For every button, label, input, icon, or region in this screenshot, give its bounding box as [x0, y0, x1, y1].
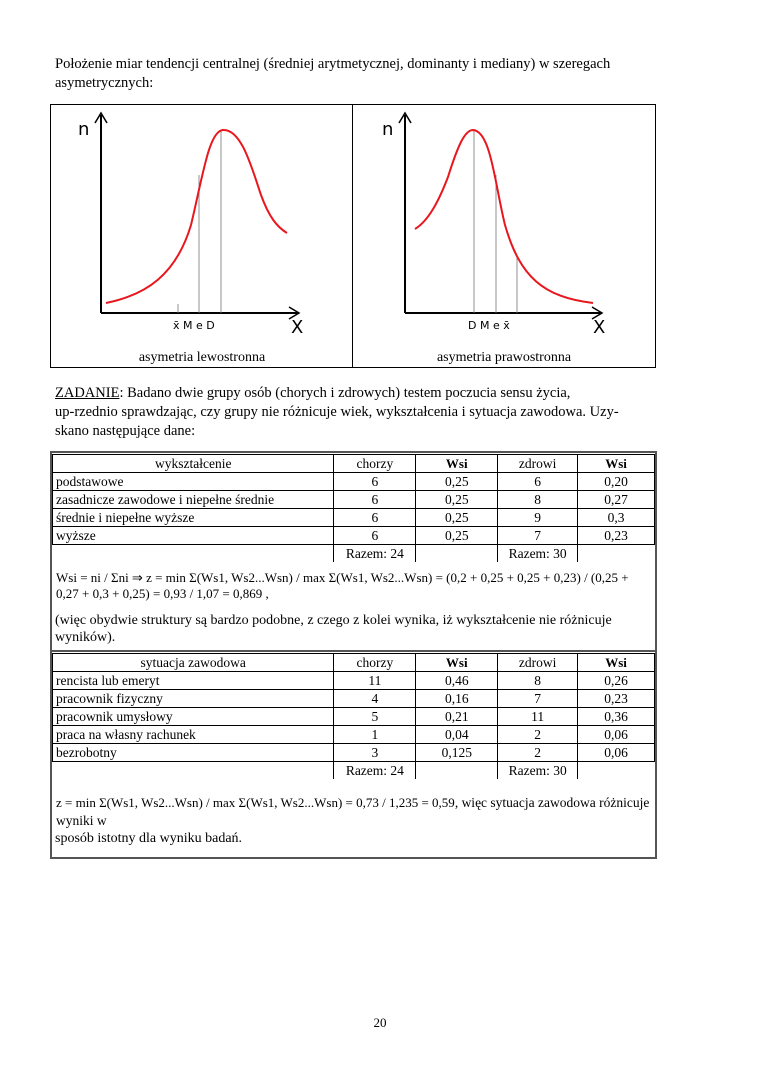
- sum-sick: Razem: 24: [334, 762, 416, 780]
- task-line2: up-rzednio sprawdzając, czy grupy nie różnicuje wiek, wykształcenia i sytuacja zawodowa. Uzy-: [55, 404, 619, 420]
- formula-1: Wsi = ni / Σni ⇒ z = min Σ(Ws1, Ws2...Wsn) / max Σ(Ws1, Ws2...Wsn) = (0,2 + 0,25 + 0,25 + 0,23) / (0,25 + 0,27 + 0,3 + 0,25) = 0,93 / 1,07 = 0,869 ,: [56, 570, 629, 601]
- task-text: [55, 384, 655, 441]
- education-table: [52, 454, 655, 562]
- table-row: [53, 473, 655, 491]
- table-cell: 11: [498, 708, 578, 726]
- table-row: [53, 509, 655, 527]
- intro-text: Położenie miar tendencji centralnej (średniej arytmetycznej, dominanty i mediany) w szeregach asymetrycznych:: [55, 56, 611, 91]
- sum-healthy: Razem: 30: [498, 545, 578, 563]
- table-row: [53, 527, 655, 545]
- task-label: ZADANIE: [55, 385, 120, 401]
- table-cell: [416, 545, 498, 563]
- table-cell: 0,06: [578, 726, 655, 744]
- table-cell: 0,36: [578, 708, 655, 726]
- table-cell: 0,25: [416, 473, 498, 491]
- table-cell: 0,04: [416, 726, 498, 744]
- table-cell: rencista lub emeryt: [53, 672, 334, 690]
- col-header: Wsi: [416, 455, 498, 473]
- table-cell: pracownik fizyczny: [53, 690, 334, 708]
- table-cell: podstawowe: [53, 473, 334, 491]
- sum-sick: Razem: 24: [334, 545, 416, 563]
- col-header: chorzy: [334, 455, 416, 473]
- table-cell: 0,06: [578, 744, 655, 762]
- table-row: [53, 726, 655, 744]
- task-line3: skano następujące dane:: [55, 423, 196, 439]
- table-cell: 4: [334, 690, 416, 708]
- table-cell: 2: [498, 726, 578, 744]
- table-cell: 0,23: [578, 527, 655, 545]
- table-cell: 3: [334, 744, 416, 762]
- col-header: Wsi: [578, 455, 655, 473]
- table-row: [53, 708, 655, 726]
- table-cell: 9: [498, 509, 578, 527]
- right-y-label: n: [382, 119, 394, 140]
- table-cell: [53, 545, 334, 563]
- table-cell: 6: [498, 473, 578, 491]
- sum-healthy: Razem: 30: [498, 762, 578, 780]
- table-cell: [53, 762, 334, 780]
- col-header: Wsi: [416, 654, 498, 672]
- table-cell: 7: [498, 690, 578, 708]
- col-header: chorzy: [334, 654, 416, 672]
- table-cell: [578, 545, 655, 563]
- table-cell: wyższe: [53, 527, 334, 545]
- separator: [50, 650, 657, 652]
- table-cell: 0,26: [578, 672, 655, 690]
- col-header: wykształcenie: [53, 455, 334, 473]
- right-curve: [415, 130, 593, 303]
- left-x-label: X: [291, 317, 304, 338]
- table-header-row: [53, 654, 655, 672]
- left-skew-chart: [51, 105, 351, 367]
- right-caption: asymetria prawostronna: [436, 350, 572, 365]
- table-cell: 0,27: [578, 491, 655, 509]
- table-row: [53, 690, 655, 708]
- right-x-label: X: [593, 317, 606, 338]
- table-cell: praca na własny rachunek: [53, 726, 334, 744]
- left-curve: [106, 130, 287, 303]
- table-cell: 0,23: [578, 690, 655, 708]
- table-row: [53, 744, 655, 762]
- table-cell: 6: [334, 473, 416, 491]
- table-cell: bezrobotny: [53, 744, 334, 762]
- conclusion-2: sposób istotny dla wyniku badań.: [55, 831, 243, 846]
- table-cell: 2: [498, 744, 578, 762]
- table1-note: (więc obydwie struktury są bardzo podobne, z czego z kolei wynika, iż wykształcenie nie różnicuje wyników).: [55, 613, 612, 645]
- conclusion-1: , więc sytuacja zawodowa różnicuje wyniki w: [56, 795, 650, 828]
- table-cell: 1: [334, 726, 416, 744]
- table-cell: średnie i niepełne wyższe: [53, 509, 334, 527]
- table-cell: [578, 762, 655, 780]
- task-line1: : Badano dwie grupy osób (chorych i zdrowych) testem poczucia sensu życia,: [119, 385, 571, 401]
- table-cell: 0,46: [416, 672, 498, 690]
- table-cell: 0,3: [578, 509, 655, 527]
- right-marks: D M e x̄: [468, 319, 510, 332]
- formula-2: z = min Σ(Ws1, Ws2...Wsn) / max Σ(Ws1, Ws2...Wsn) = 0,73 / 1,235 = 0,59: [56, 795, 455, 810]
- table-cell: 8: [498, 672, 578, 690]
- table-cell: 11: [334, 672, 416, 690]
- left-caption: asymetria lewostronna: [138, 350, 266, 365]
- table-row: [53, 672, 655, 690]
- table-sum-row: [53, 545, 655, 563]
- left-y-label: n: [78, 119, 90, 140]
- table-cell: 5: [334, 708, 416, 726]
- right-skew-chart: [353, 105, 655, 367]
- table-cell: 0,25: [416, 491, 498, 509]
- table-header-row: [53, 455, 655, 473]
- table-cell: 7: [498, 527, 578, 545]
- table-cell: 0,25: [416, 509, 498, 527]
- table-row: [53, 491, 655, 509]
- table-cell: 0,16: [416, 690, 498, 708]
- formula-2-line: [56, 794, 651, 830]
- left-marks: x̄ M e D: [173, 319, 215, 332]
- occupation-table: [52, 653, 655, 779]
- table-cell: 6: [334, 527, 416, 545]
- col-header: sytuacja zawodowa: [53, 654, 334, 672]
- table-cell: 0,125: [416, 744, 498, 762]
- table-cell: [416, 762, 498, 780]
- table-cell: 6: [334, 509, 416, 527]
- col-header: zdrowi: [498, 654, 578, 672]
- table-cell: 8: [498, 491, 578, 509]
- table-sum-row: [53, 762, 655, 780]
- table-cell: 0,20: [578, 473, 655, 491]
- table-cell: 0,21: [416, 708, 498, 726]
- table-cell: 0,25: [416, 527, 498, 545]
- page-number: 20: [373, 1015, 387, 1030]
- table-cell: zasadnicze zawodowe i niepełne średnie: [53, 491, 334, 509]
- table-cell: pracownik umysłowy: [53, 708, 334, 726]
- table-cell: 6: [334, 491, 416, 509]
- col-header: zdrowi: [498, 455, 578, 473]
- col-header: Wsi: [578, 654, 655, 672]
